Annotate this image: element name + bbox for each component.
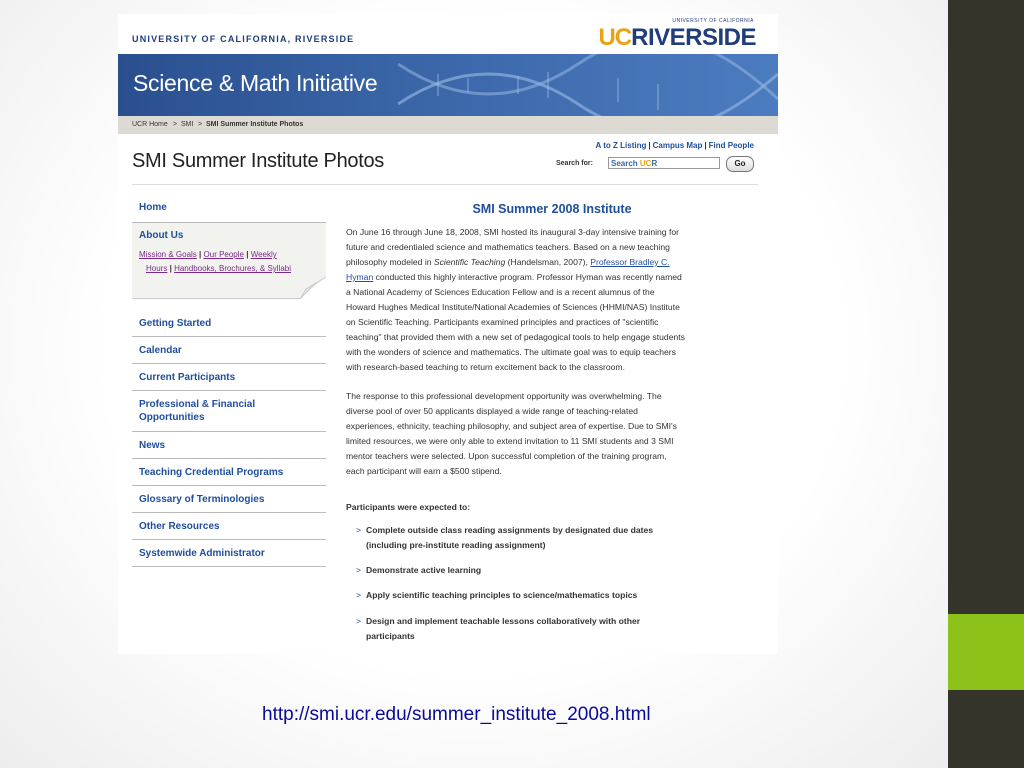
about-links-row-1: [139, 250, 277, 259]
logo-uc: UC: [598, 24, 632, 51]
bullet-arrow-icon: >: [356, 616, 362, 626]
paragraph-2: [346, 389, 758, 479]
slide-accent-block: [948, 614, 1024, 690]
breadcrumb-separator: >: [198, 121, 203, 128]
nav-about-panel: [132, 223, 326, 299]
nav-systemwide-admin[interactable]: Systemwide Administrator: [132, 540, 326, 567]
text-segment: philosophy modeled in: [346, 257, 434, 267]
list-item-line: Demonstrate active learning: [366, 565, 482, 575]
nav-calendar[interactable]: Calendar: [132, 337, 326, 364]
nav-teaching-credential[interactable]: Teaching Credential Programs: [132, 459, 326, 486]
page-title: SMI Summer Institute Photos: [132, 150, 384, 172]
text-line: On June 16 through June 18, 2008, SMI hosted its inaugural 3-day intensive training for: [346, 227, 679, 237]
weekly-hours-link[interactable]: Weekly: [250, 250, 277, 259]
nav-glossary[interactable]: Glossary of Terminologies: [132, 486, 326, 513]
paragraph-1: [346, 225, 758, 375]
ucr-header: [118, 14, 778, 54]
list-item-line: (including pre-institute reading assignment): [366, 540, 546, 550]
text-segment: conducted this highly interactive program. Professor Hyman was recently named: [373, 272, 682, 282]
text-line: each participant will earn a $500 stipend.: [346, 466, 502, 476]
search-placeholder-c: R: [651, 159, 658, 168]
professor-hyman-link[interactable]: Professor Bradley C.: [590, 257, 670, 267]
text-segment: (Handelsman, 2007),: [505, 257, 591, 267]
atoz-link[interactable]: A to Z Listing: [595, 141, 647, 150]
find-people-link[interactable]: Find People: [708, 141, 754, 150]
site-banner: [118, 54, 778, 116]
slide-caption-url[interactable]: http://smi.ucr.edu/summer_institute_2008.html: [262, 704, 651, 725]
search-input[interactable]: [608, 157, 720, 169]
text-line: [346, 270, 758, 285]
text-line: on Scientific Teaching. Participants examined principles and practices of "scientific: [346, 317, 659, 327]
text-line: teaching" that provided them with a new set of pedagogical tools to help engage students: [346, 332, 685, 342]
book-title: Scientific Teaching: [433, 257, 506, 267]
link-separator: |: [169, 264, 172, 273]
link-separator: |: [704, 141, 707, 150]
text-line: experiences, ethnicity, teaching philosophy, and subject area of expertise. Due to SMI's: [346, 421, 677, 431]
bullet-arrow-icon: >: [356, 565, 362, 575]
logo-riverside: RIVERSIDE: [631, 24, 756, 51]
nav-about-us[interactable]: About Us: [139, 230, 184, 241]
link-separator: |: [648, 141, 651, 150]
dna-helix-graphic: [398, 54, 778, 116]
text-line: mentor teachers were selected. Upon successful completion of the training program,: [346, 451, 667, 461]
mission-link[interactable]: Mission & Goals: [139, 250, 197, 259]
text-line: limited resources, we were only able to extend invitation to 11 SMI students and 3 SMI: [346, 436, 674, 446]
page-curl-graphic: [300, 277, 326, 299]
breadcrumb-smi[interactable]: SMI: [181, 121, 194, 128]
text-line: Howard Hughes Medical Institute/National Academies of Sciences (HHMI/NAS) Institute: [346, 302, 680, 312]
go-button[interactable]: Go: [726, 156, 754, 172]
weekly-hours-link-cont[interactable]: Hours: [146, 264, 168, 273]
search-label: Search for:: [556, 160, 593, 167]
list-item-line: Complete outside class reading assignments by designated due dates: [366, 525, 654, 535]
nav-professional-financial[interactable]: [132, 391, 326, 432]
list-item: [356, 588, 756, 603]
link-separator: |: [199, 250, 202, 259]
list-item-line: participants: [366, 631, 415, 641]
list-item: [356, 523, 756, 553]
list-item-line: Design and implement teachable lessons collaboratively with other: [366, 616, 641, 626]
handbooks-link[interactable]: Handbooks, Brochures, & Syllabi: [174, 264, 292, 273]
nav-home[interactable]: Home: [132, 192, 326, 223]
expectations-lead: Participants were expected to:: [346, 502, 471, 512]
nav-current-participants[interactable]: Current Participants: [132, 364, 326, 391]
about-links-row-2: [146, 264, 291, 273]
breadcrumb-current: SMI Summer Institute Photos: [206, 121, 304, 128]
website-screenshot: [118, 14, 778, 654]
search-bar: [556, 156, 756, 172]
logo-subtitle: UNIVERSITY OF CALIFORNIA: [672, 18, 754, 24]
search-placeholder-a: Search: [611, 159, 640, 168]
list-item-line: Apply scientific teaching principles to science/mathematics topics: [366, 590, 638, 600]
nav-getting-started[interactable]: Getting Started: [132, 310, 326, 337]
professor-hyman-link-cont[interactable]: Hyman: [346, 272, 374, 282]
breadcrumb: [118, 116, 778, 134]
title-divider: [132, 184, 758, 185]
list-item: [356, 614, 756, 644]
text-line: a National Academy of Sciences Education Fellow and is a recent alumnus of the: [346, 287, 655, 297]
nav-news[interactable]: News: [132, 432, 326, 459]
bullet-arrow-icon: >: [356, 525, 362, 535]
text-line: diverse pool of over 50 applicants displayed a wide range of teaching-related: [346, 406, 638, 416]
banner-title[interactable]: Science & Math Initiative: [133, 70, 378, 96]
ucr-logo[interactable]: [598, 18, 756, 52]
text-line: with research-based teaching to return excitement back to the classroom.: [346, 362, 625, 372]
link-separator: |: [246, 250, 249, 259]
list-item: [356, 563, 756, 578]
text-line: future and credentialed science and mathematics teachers. Based on a new teaching: [346, 242, 670, 252]
content-heading: SMI Summer 2008 Institute: [472, 202, 632, 216]
people-link[interactable]: Our People: [203, 250, 244, 259]
breadcrumb-separator: >: [173, 121, 178, 128]
campus-map-link[interactable]: Campus Map: [652, 141, 703, 150]
bullet-arrow-icon: >: [356, 590, 362, 600]
nav-professional-financial-line2: Opportunities: [139, 412, 205, 423]
university-name[interactable]: UNIVERSITY OF CALIFORNIA, RIVERSIDE: [132, 34, 355, 44]
nav-other-resources[interactable]: Other Resources: [132, 513, 326, 540]
search-placeholder-b: UC: [639, 159, 652, 168]
text-line: [346, 255, 758, 270]
text-line: with the wonders of science and mathematics. The ultimate goal was to equip teachers: [346, 347, 676, 357]
nav-professional-financial-line1: Professional & Financial: [139, 399, 256, 410]
text-line: The response to this professional development opportunity was overwhelming. The: [346, 391, 662, 401]
quick-links: [596, 141, 754, 150]
breadcrumb-home[interactable]: UCR Home: [132, 121, 168, 128]
